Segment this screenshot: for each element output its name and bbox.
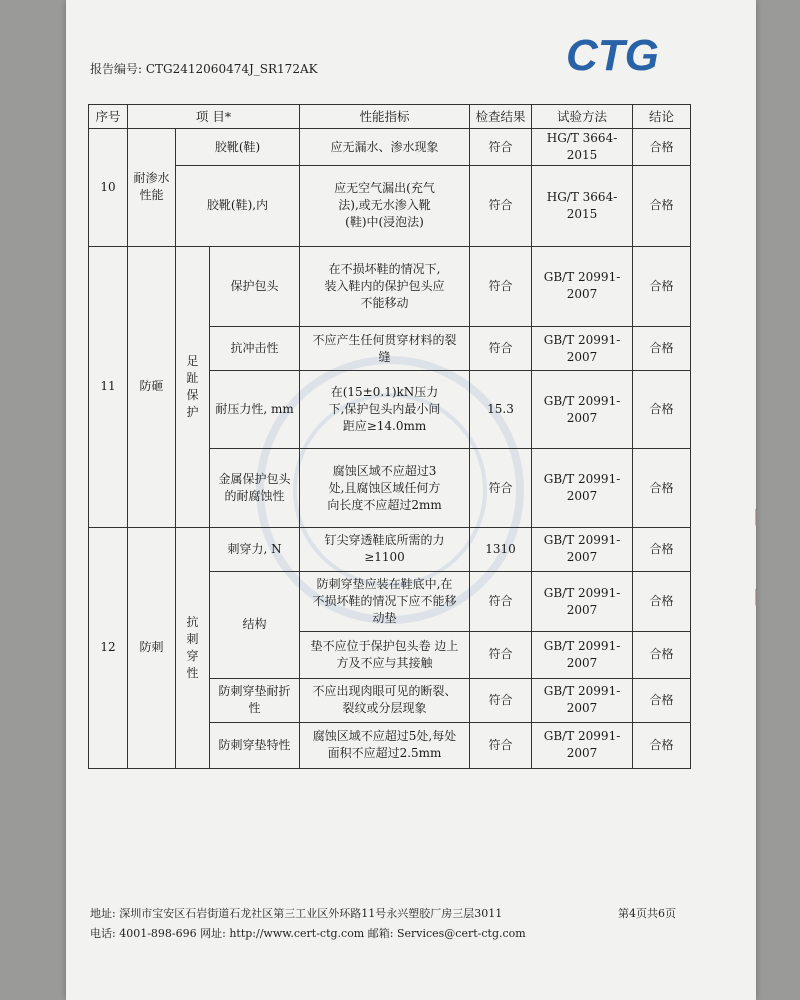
table-row [89,246,691,326]
header-conclusion: 结论 [633,105,691,129]
result-value: 符合 [470,722,532,768]
category-label: 防刺 [128,527,176,768]
item-label: 胶靴(鞋),内 [176,166,300,246]
spec-text: 在(15±0.1)kN压力 下,保护包头内最小间 距应≥14.0mm [300,371,470,449]
item-label: 金属保护包头 的耐腐蚀性 [210,449,300,527]
item-label: 保护包头 [210,246,300,326]
result-value: 符合 [470,632,532,678]
row-number: 10 [89,129,128,247]
conclusion-value: 合格 [633,326,691,370]
row-number: 12 [89,527,128,768]
result-value: 符合 [470,572,532,632]
item-label: 防刺穿垫特性 [210,722,300,768]
spec-text: 不应产生任何贯穿材料的裂 缝 [300,326,470,370]
spec-text: 在不损坏鞋的情况下, 装入鞋内的保护包头应 不能移动 [300,246,470,326]
header-no: 序号 [89,105,128,129]
result-value: 1310 [470,527,532,571]
subcategory-label: 抗 刺 穿 性 [176,527,210,768]
table-row [89,527,691,571]
method-text: GB/T 20991- 2007 [532,326,633,370]
margin-stamp-mark: │ [751,510,760,526]
item-label: 耐压力性, mm [210,371,300,449]
conclusion-value: 合格 [633,527,691,571]
method-text: GB/T 20991- 2007 [532,632,633,678]
method-text: GB/T 20991- 2007 [532,371,633,449]
footer-address: 地址: 深圳市宝安区石岩街道石龙社区第三工业区外环路11号永兴塑胶厂房三层3011 [90,907,503,920]
page-indicator: 第4页共6页 [618,907,676,920]
footer-contact: 电话: 4001-898-696 网址: http://www.cert-ctg.com 邮箱: Services@cert-ctg.com [90,927,526,940]
header-result: 检查结果 [470,105,532,129]
spec-text: 不应出现肉眼可见的断裂、 裂纹或分层现象 [300,678,470,722]
item-label: 刺穿力, N [210,527,300,571]
spec-text: 应无漏水、渗水现象 [300,129,470,166]
conclusion-value: 合格 [633,129,691,166]
method-text: GB/T 20991- 2007 [532,246,633,326]
conclusion-value: 合格 [633,371,691,449]
method-text: GB/T 20991- 2007 [532,572,633,632]
method-text: GB/T 20991- 2007 [532,449,633,527]
category-label: 耐渗水 性能 [128,129,176,247]
spec-text: 垫不应位于保护包头卷 边上 方及不应与其接触 [300,632,470,678]
conclusion-value: 合格 [633,449,691,527]
spec-text: 腐蚀区域不应超过3 处,且腐蚀区域任何方 向长度不应超过2mm [300,449,470,527]
result-value: 符合 [470,246,532,326]
test-results-table [88,104,691,769]
result-value: 符合 [470,129,532,166]
category-label: 防砸 [128,246,176,527]
method-text: GB/T 20991- 2007 [532,527,633,571]
conclusion-value: 合格 [633,572,691,632]
table-row [89,129,691,166]
spec-text: 腐蚀区域不应超过5处,每处 面积不应超过2.5mm [300,722,470,768]
subcategory-label: 足 趾 保 护 [176,246,210,527]
result-value: 符合 [470,326,532,370]
item-label: 防刺穿垫耐折 性 [210,678,300,722]
item-label: 结构 [210,572,300,678]
result-value: 符合 [470,166,532,246]
header-spec: 性能指标 [300,105,470,129]
conclusion-value: 合格 [633,166,691,246]
method-text: HG/T 3664-2015 [532,166,633,246]
result-value: 符合 [470,678,532,722]
table-row [89,166,691,246]
method-text: HG/T 3664-2015 [532,129,633,166]
spec-text: 应无空气漏出(充气 法),或无水渗入靴 (鞋)中(浸泡法) [300,166,470,246]
table-header-row [89,105,691,129]
report-number: 报告编号: CTG2412060474J_SR172AK [90,62,318,76]
conclusion-value: 合格 [633,632,691,678]
row-number: 11 [89,246,128,527]
margin-stamp-mark: │ [751,590,760,606]
result-value: 符合 [470,449,532,527]
ctg-logo [562,22,682,84]
method-text: GB/T 20991- 2007 [532,678,633,722]
conclusion-value: 合格 [633,722,691,768]
result-value: 15.3 [470,371,532,449]
item-label: 胶靴(鞋) [176,129,300,166]
header-method: 试验方法 [532,105,633,129]
item-label: 抗冲击性 [210,326,300,370]
method-text: GB/T 20991- 2007 [532,722,633,768]
spec-text: 防刺穿垫应装在鞋底中,在 不损坏鞋的情况下应不能移 动垫 [300,572,470,632]
ctg-logo-text: CTG [566,31,659,80]
conclusion-value: 合格 [633,678,691,722]
conclusion-value: 合格 [633,246,691,326]
header-item: 项 目* [128,105,300,129]
spec-text: 钉尖穿透鞋底所需的力 ≥1100 [300,527,470,571]
